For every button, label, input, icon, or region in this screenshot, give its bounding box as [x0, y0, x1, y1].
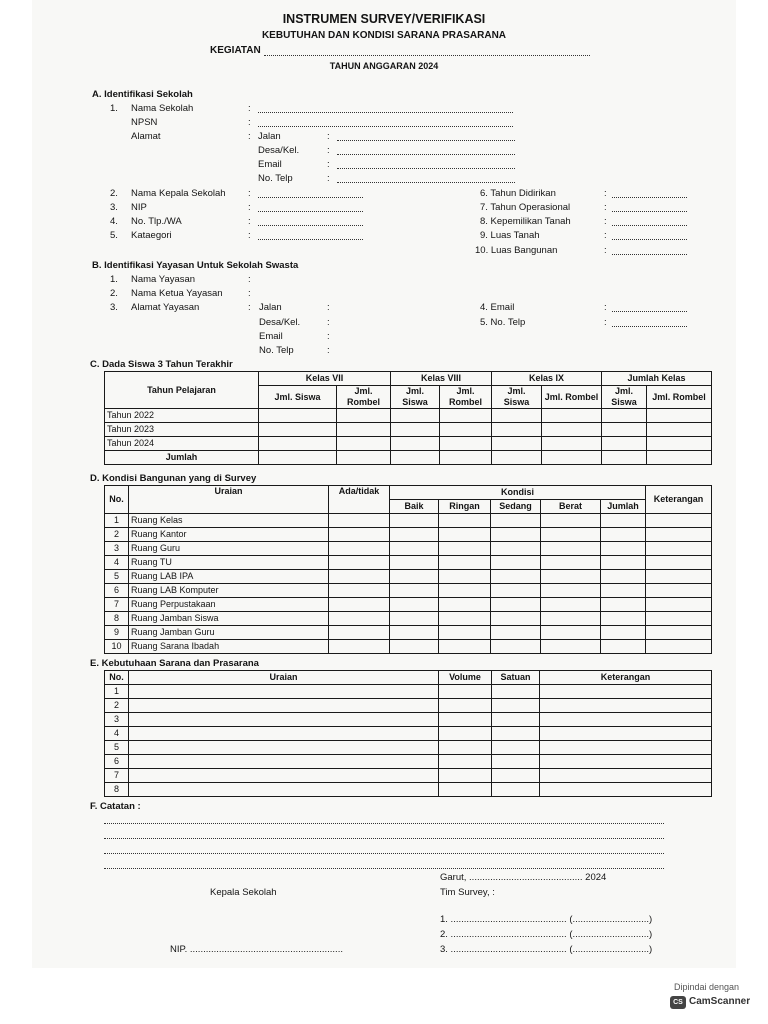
c-total-label: Jumlah: [105, 451, 259, 465]
d-row-no: 10: [105, 640, 129, 654]
e-row-no: 6: [105, 755, 129, 769]
table-row: [105, 626, 712, 640]
a-num-2: 2.: [110, 188, 118, 199]
table-row: [105, 542, 712, 556]
c-row-label: Tahun 2023: [105, 423, 259, 437]
table-row: [105, 598, 712, 612]
section-b-title: B. Identifikasi Yayasan Untuk Sekolah Swasta: [92, 260, 299, 271]
e-row-no: 7: [105, 769, 129, 783]
luas-bangunan-field[interactable]: [612, 254, 687, 255]
d-sub-sedang: Sedang: [491, 500, 541, 514]
kebutuhan-table: [104, 670, 712, 797]
section-c-title: C. Dada Siswa 3 Tahun Terakhir: [90, 359, 233, 370]
e-row-no: 1: [105, 685, 129, 699]
table-row: [105, 423, 712, 437]
a-label-kategori: Kataegori: [131, 230, 172, 241]
operasional-field[interactable]: [612, 211, 687, 212]
luas-tanah-field[interactable]: [612, 239, 687, 240]
camscanner-logo-icon: CS: [670, 996, 686, 1009]
d-row-item: Ruang TU: [129, 556, 329, 570]
d-row-no: 2: [105, 528, 129, 542]
b-num-3: 3.: [110, 302, 118, 313]
npsn-field[interactable]: [258, 126, 513, 127]
b-label-nama-yayasan: Nama Yayasan: [131, 274, 196, 285]
table-row: [105, 685, 712, 699]
table-row: [105, 451, 712, 465]
d-head-ada: Ada/tidak: [329, 486, 390, 514]
kepemilikan-field[interactable]: [612, 225, 687, 226]
section-d-title: D. Kondisi Bangunan yang di Survey: [90, 473, 257, 484]
e-head-no: No.: [105, 671, 129, 685]
d-row-no: 9: [105, 626, 129, 640]
b-num-1: 1.: [110, 274, 118, 285]
alamat-telp-field[interactable]: [337, 182, 515, 183]
d-row-no: 6: [105, 584, 129, 598]
alamat-jalan-field[interactable]: [337, 140, 515, 141]
e-row-no: 2: [105, 699, 129, 713]
c-sub-3: Jml. Rombel: [440, 386, 492, 409]
kategori-field[interactable]: [258, 239, 363, 240]
c-head-kelas7: Kelas VII: [259, 372, 391, 386]
table-row: [105, 783, 712, 797]
scanner-brand: CamScanner: [689, 996, 751, 1007]
d-head-ket: Keterangan: [646, 486, 712, 514]
tlp-field[interactable]: [258, 225, 363, 226]
c-row-label: Tahun 2024: [105, 437, 259, 451]
table-row: [105, 556, 712, 570]
a-num-4: 4.: [110, 216, 118, 227]
d-row-item: Ruang Jamban Guru: [129, 626, 329, 640]
table-row: [105, 514, 712, 528]
b-label-email: 4. Email: [480, 302, 515, 313]
tim-survey-label: Tim Survey, :: [440, 887, 495, 898]
c-head-jumlah-kelas: Jumlah Kelas: [602, 372, 712, 386]
d-row-item: Ruang Jamban Siswa: [129, 612, 329, 626]
a-addr-telp: No. Telp: [258, 173, 293, 184]
c-head-kelas8: Kelas VIII: [391, 372, 492, 386]
a-label-tlp: No. Tlp./WA: [131, 216, 182, 227]
tahun-anggaran: TAHUN ANGGARAN 2024: [329, 61, 439, 71]
d-sub-baik: Baik: [390, 500, 439, 514]
e-head-satuan: Satuan: [492, 671, 540, 685]
e-row-no: 4: [105, 727, 129, 741]
d-head-no: No.: [105, 486, 129, 514]
kepala-sekolah-label: Kepala Sekolah: [210, 887, 277, 898]
c-sub-4: Jml. Siswa: [492, 386, 542, 409]
a-num-3: 3.: [110, 202, 118, 213]
a-addr-desa: Desa/Kel.: [258, 145, 300, 156]
c-sub-1: Jml. Rombel: [337, 386, 391, 409]
b-addr-desa: Desa/Kel.: [259, 317, 301, 328]
a-addr-email: Email: [258, 159, 282, 170]
d-row-no: 5: [105, 570, 129, 584]
table-row: [105, 437, 712, 451]
table-row: [105, 699, 712, 713]
c-sub-2: Jml. Siswa: [391, 386, 440, 409]
section-e-title: E. Kebutuhaan Sarana dan Prasarana: [90, 658, 259, 669]
catatan-line-2[interactable]: [104, 838, 664, 839]
b-addr-telp: No. Telp: [259, 345, 294, 356]
a-num-1: 1.: [110, 103, 118, 114]
nama-sekolah-field[interactable]: [258, 112, 513, 113]
a-label-alamat: Alamat: [131, 131, 161, 142]
catatan-line-3[interactable]: [104, 853, 664, 854]
a-label-operasional: 7. Tahun Operasional: [480, 202, 571, 213]
catatan-line-1[interactable]: [104, 823, 664, 824]
b-num-2: 2.: [110, 288, 118, 299]
d-row-no: 3: [105, 542, 129, 556]
d-row-item: Ruang Sarana Ibadah: [129, 640, 329, 654]
a-label-nama-sekolah: Nama Sekolah: [131, 103, 194, 114]
table-row: [105, 409, 712, 423]
nip-field[interactable]: [258, 211, 363, 212]
e-head-volume: Volume: [439, 671, 492, 685]
b-telp-field[interactable]: [612, 326, 687, 327]
c-head-kelas9: Kelas IX: [492, 372, 602, 386]
bangunan-table: [104, 485, 712, 654]
kegiatan-line: [264, 55, 590, 56]
kegiatan-label: KEGIATAN: [210, 45, 261, 56]
a-label-luas-tanah: 9. Luas Tanah: [480, 230, 540, 241]
d-row-no: 1: [105, 514, 129, 528]
c-sub-0: Jml. Siswa: [259, 386, 337, 409]
e-head-ket: Keterangan: [540, 671, 712, 685]
b-addr-email: Email: [259, 331, 283, 342]
b-label-ketua: Nama Ketua Yayasan: [131, 288, 223, 299]
a-addr-jalan: Jalan: [258, 131, 281, 142]
d-row-item: Ruang Guru: [129, 542, 329, 556]
c-sub-7: Jml. Rombel: [647, 386, 712, 409]
a-label-didirikan: 6. Tahun Didirikan: [480, 188, 556, 199]
a-label-kepemilikan: 8. Kepemilikan Tanah: [480, 216, 571, 227]
d-row-item: Ruang LAB IPA: [129, 570, 329, 584]
kepala-field[interactable]: [258, 197, 363, 198]
d-row-no: 4: [105, 556, 129, 570]
b-email-field[interactable]: [612, 311, 687, 312]
section-f-title: F. Catatan :: [90, 801, 141, 812]
d-head-kondisi: Kondisi: [390, 486, 646, 500]
table-row: [105, 741, 712, 755]
d-row-item: Ruang Kelas: [129, 514, 329, 528]
catatan-line-4[interactable]: [104, 868, 664, 869]
section-a-title: A. Identifikasi Sekolah: [92, 89, 193, 100]
b-label-telp: 5. No. Telp: [480, 317, 526, 328]
table-row: [105, 584, 712, 598]
nip-signature: NIP. ..........................................................: [170, 944, 343, 955]
c-sub-6: Jml. Siswa: [602, 386, 647, 409]
d-row-no: 7: [105, 598, 129, 612]
b-label-alamat: Alamat Yayasan: [131, 302, 200, 313]
d-sub-ringan: Ringan: [439, 500, 491, 514]
table-row: [105, 528, 712, 542]
a-label-luas-bangunan: 10. Luas Bangunan: [475, 245, 558, 256]
didirikan-field[interactable]: [612, 197, 687, 198]
d-sub-berat: Berat: [541, 500, 601, 514]
table-row: [105, 755, 712, 769]
table-row: [105, 570, 712, 584]
alamat-email-field[interactable]: [337, 168, 515, 169]
table-row: [105, 612, 712, 626]
alamat-desa-field[interactable]: [337, 154, 515, 155]
d-row-no: 8: [105, 612, 129, 626]
document-title: INSTRUMEN SURVEY/VERIFIKASI: [282, 12, 486, 26]
a-label-npsn: NPSN: [131, 117, 158, 128]
c-sub-5: Jml. Rombel: [542, 386, 602, 409]
table-row: [105, 727, 712, 741]
tim-member-3: 3. ............................................ (.............................): [440, 944, 653, 955]
e-row-no: 3: [105, 713, 129, 727]
e-row-no: 5: [105, 741, 129, 755]
table-row: [105, 640, 712, 654]
d-row-item: Ruang Perpustakaan: [129, 598, 329, 612]
d-head-uraian: Uraian: [129, 486, 329, 514]
tim-member-2: 2. ............................................ (.............................): [440, 929, 653, 940]
document-subtitle: KEBUTUHAN DAN KONDISI SARANA PRASARANA: [261, 30, 507, 41]
e-head-uraian: Uraian: [129, 671, 439, 685]
d-row-item: Ruang Kantor: [129, 528, 329, 542]
c-row-label: Tahun 2022: [105, 409, 259, 423]
d-row-item: Ruang LAB Komputer: [129, 584, 329, 598]
table-row: [105, 769, 712, 783]
a-label-kepala: Nama Kepala Sekolah: [131, 188, 226, 199]
camscanner-badge: [664, 982, 760, 1016]
table-row: [105, 713, 712, 727]
place-date: Garut, ........................................... 2024: [440, 872, 607, 883]
a-label-nip: NIP: [131, 202, 147, 213]
c-head-tahun: Tahun Pelajaran: [105, 372, 259, 409]
scanner-caption: Dipindai dengan: [674, 982, 740, 992]
d-sub-jumlah: Jumlah: [601, 500, 646, 514]
e-row-no: 8: [105, 783, 129, 797]
a-num-5: 5.: [110, 230, 118, 241]
siswa-table: [104, 371, 712, 465]
tim-member-1: 1. ............................................ (.............................): [440, 914, 653, 925]
b-addr-jalan: Jalan: [259, 302, 282, 313]
